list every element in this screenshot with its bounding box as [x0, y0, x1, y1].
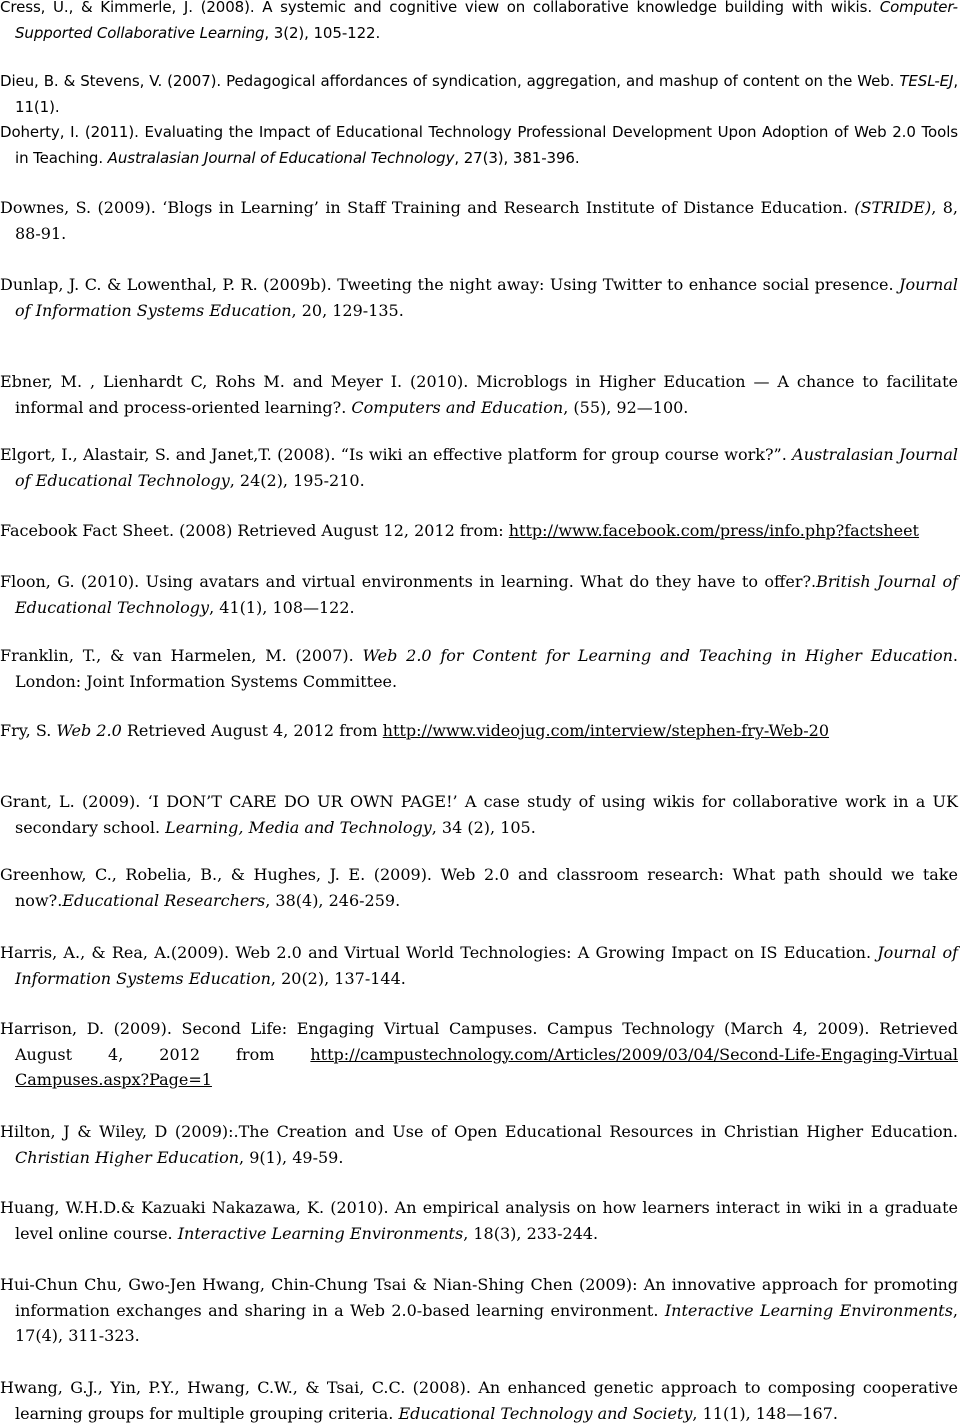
reference-text: Huang, W.H.D.& Kazuaki Nakazawa, K. (2010). An empirical analysis on how learners interact in wiki in a graduate level online course.	[0, 1198, 958, 1243]
reference-entry-harris	[0, 940, 958, 991]
reference-text: Facebook Fact Sheet. (2008) Retrieved August 12, 2012 from:	[0, 521, 509, 540]
reference-text: Downes, S. (2009). ‘Blogs in Learning’ in Staff Training and Research Institute of Distance Education.	[0, 198, 855, 217]
reference-entry-greenhow	[0, 862, 958, 913]
reference-text: Floon, G. (2010). Using avatars and virtual environments in learning. What do they have to offer?.	[0, 572, 817, 591]
reference-entry-facebook	[0, 518, 958, 544]
reference-entry-floon	[0, 569, 958, 620]
reference-text: , 18(3), 233-244.	[463, 1223, 599, 1243]
reference-text: , 3(2), 105-122.	[264, 24, 381, 42]
reference-source-title: Web 2.0 for Content for Learning and Teaching in Higher Education	[362, 646, 953, 665]
reference-text: Grant, L. (2009). ‘I DON’T CARE DO UR OWN PAGE!’ A case study of using wikis for collaborative work in a UK secondary school.	[0, 792, 958, 837]
reference-entry-fry	[0, 718, 958, 744]
reference-link[interactable]: http://www.facebook.com/press/info.php?factsheet	[508, 521, 919, 540]
reference-text: Elgort, I., Alastair, S. and Janet,T. (2008). “Is wiki an effective platform for group course work?”.	[0, 445, 793, 464]
reference-source-title: Journal of Information Systems Education	[15, 275, 958, 320]
reference-entry-hui-chun	[0, 1272, 958, 1349]
reference-text: , 24(2), 195-210.	[229, 470, 365, 490]
reference-entry-doherty	[0, 119, 958, 171]
reference-text: Retrieved August 4, 2012 from	[121, 721, 383, 740]
reference-entry-elgort	[0, 442, 958, 493]
reference-source-title: Christian Higher Education	[15, 1147, 240, 1167]
reference-entry-harrison	[0, 1016, 958, 1093]
reference-text: Ebner, M. , Lienhardt C, Rohs M. and Meyer I. (2010). Microblogs in Higher Education — A chance to facilitate informal and process-oriented learning?.	[0, 372, 958, 417]
reference-text: Franklin, T., & van Harmelen, M. (2007).	[0, 646, 363, 665]
reference-text: , 20, 129-135.	[291, 300, 404, 320]
reference-text: Dunlap, J. C. & Lowenthal, P. R. (2009b). Tweeting the night away: Using Twitter to enhance social presence.	[0, 275, 900, 294]
reference-link[interactable]: http://campustechnology.com/Articles/2009/03/04/Second-Life-Engaging-Virtual Campuses.aspx?Page=1	[15, 1044, 958, 1089]
reference-source-title: Computer-Supported Collaborative Learning	[15, 0, 958, 42]
reference-source-title: (STRIDE)	[854, 198, 932, 217]
reference-text: , 34 (2), 105.	[431, 817, 536, 837]
reference-source-title: TESL-EJ	[899, 72, 954, 90]
reference-text: Harrison, D. (2009). Second Life: Engaging Virtual Campuses. Campus Technology (March 4, 2009). Retrieved August 4, 2012 from	[0, 1019, 958, 1064]
reference-text: , 38(4), 246-259.	[265, 890, 401, 910]
reference-entry-ebner	[0, 369, 958, 420]
reference-text: Doherty, I. (2011). Evaluating the Impact of Educational Technology Professional Development Upon Adoption of Web 2.0 Tools in Teaching.	[0, 123, 958, 167]
reference-text: , 17(4), 311-323.	[15, 1300, 958, 1345]
reference-entry-dunlap	[0, 272, 958, 323]
reference-source-title: Educational Technology and Society	[398, 1403, 693, 1423]
reference-source-title: Australasian Journal of Educational Technology	[15, 445, 959, 490]
reference-text: , (55), 92—100.	[563, 397, 689, 417]
reference-text: Hilton, J & Wiley, D (2009):.The Creation and Use of Open Educational Resources in Christian Higher Education.	[0, 1122, 958, 1141]
reference-source-title: Journal of Information Systems Education	[15, 943, 959, 988]
reference-entry-franklin	[0, 643, 958, 694]
reference-text: Greenhow, C., Robelia, B., & Hughes, J. E. (2009). Web 2.0 and classroom research: What path should we take now?.	[0, 865, 958, 910]
reference-link[interactable]: http://www.videojug.com/interview/stephen-fry-Web-20	[382, 721, 830, 740]
reference-text: , 11(1).	[15, 72, 958, 116]
reference-text: . London: Joint Information Systems Committee.	[15, 646, 958, 691]
reference-text: Hwang, G.J., Yin, P.Y., Hwang, C.W., & Tsai, C.C. (2008). An enhanced genetic approach to composing cooperative learning groups for multiple grouping criteria.	[0, 1378, 958, 1423]
reference-text: Hui-Chun Chu, Gwo-Jen Hwang, Chin-Chung Tsai & Nian-Shing Chen (2009): An innovative approach for promoting information exchanges and sharing in a Web 2.0-based learning environment.	[0, 1275, 958, 1320]
reference-text: , 41(1), 108—122.	[209, 597, 355, 617]
reference-text: , 8, 88-91.	[15, 198, 959, 243]
reference-entry-downes	[0, 195, 958, 246]
reference-entry-hilton	[0, 1119, 958, 1170]
reference-text: Harris, A., & Rea, A.(2009). Web 2.0 and Virtual World Technologies: A Growing Impact on IS Education.	[0, 943, 878, 962]
reference-text: , 9(1), 49-59.	[239, 1147, 344, 1167]
reference-entry-grant	[0, 789, 958, 840]
reference-source-title: Interactive Learning Environments	[177, 1223, 464, 1243]
reference-source-title: Computers and Education	[351, 397, 564, 417]
reference-entry-cress	[0, 0, 958, 46]
reference-source-title: Educational Researchers	[62, 890, 266, 910]
reference-text: , 20(2), 137-144.	[270, 968, 406, 988]
reference-text: Cress, U., & Kimmerle, J. (2008). A systemic and cognitive view on collaborative knowledge building with wikis.	[0, 0, 880, 16]
reference-text: , 27(3), 381-396.	[454, 149, 580, 167]
reference-source-title: Australasian Journal of Educational Technology	[107, 149, 455, 167]
reference-entry-hwang	[0, 1375, 958, 1426]
reference-source-title: British Journal of Educational Technology	[15, 572, 959, 617]
reference-source-title: Interactive Learning Environments	[664, 1300, 953, 1320]
reference-text: Dieu, B. & Stevens, V. (2007). Pedagogical affordances of syndication, aggregation, and mashup of content on the Web.	[0, 72, 900, 90]
reference-text: , 11(1), 148—167.	[692, 1403, 838, 1423]
reference-entry-dieu	[0, 68, 958, 120]
reference-text: Fry, S.	[0, 721, 57, 740]
reference-entry-huang	[0, 1195, 958, 1246]
reference-source-title: Learning, Media and Technology	[165, 817, 432, 837]
reference-source-title: Web 2.0	[56, 721, 122, 740]
